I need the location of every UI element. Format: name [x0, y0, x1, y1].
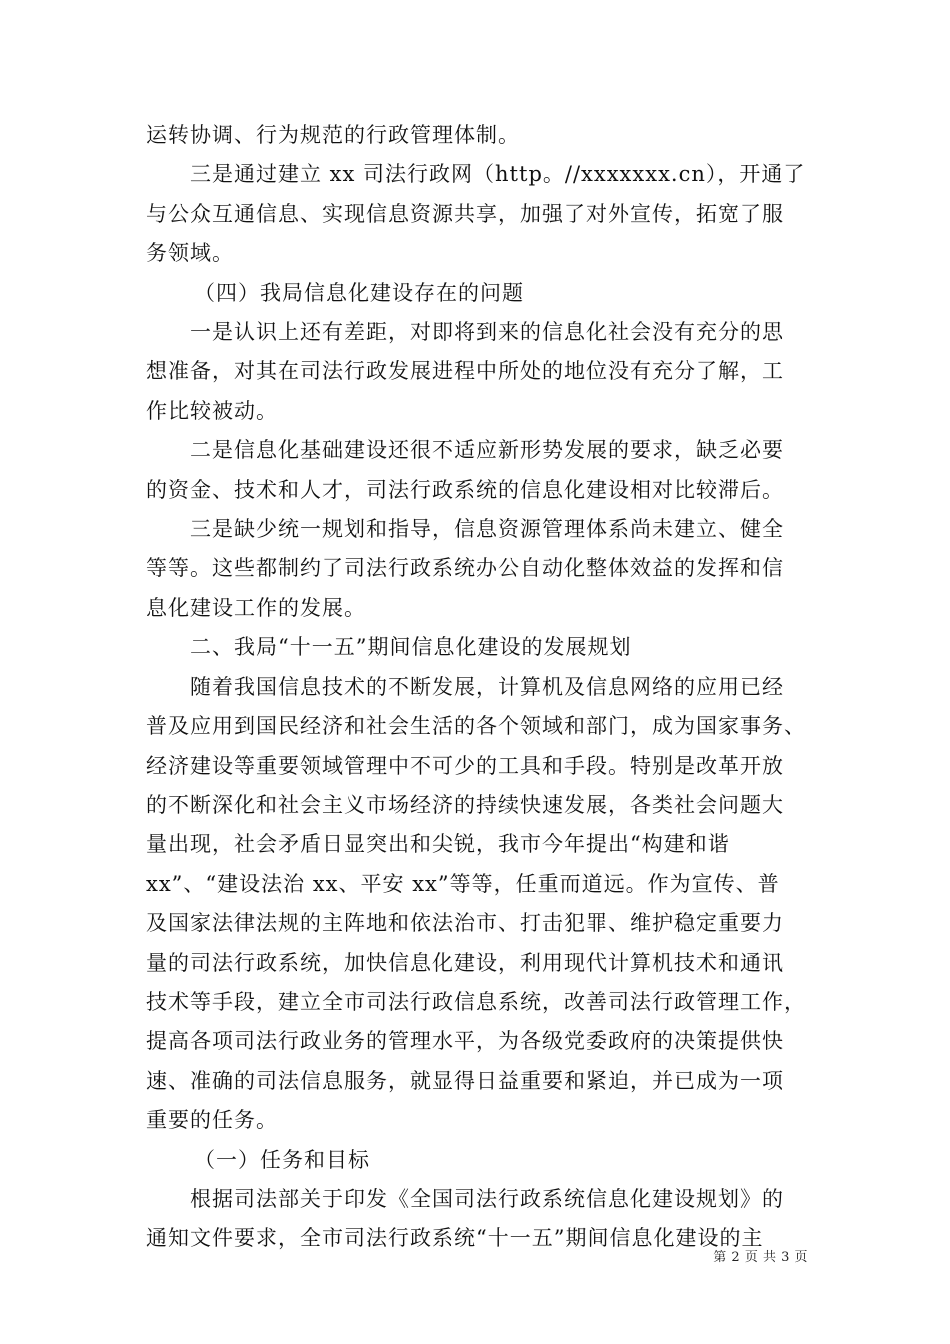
text-line: 一是认识上还有差距，对即将到来的信息化社会没有充分的思	[190, 320, 784, 345]
text-line: 根据司法部关于印发《全国司法行政系统信息化建设规划》的	[190, 1186, 784, 1211]
text-line: 提高各项司法行政业务的管理水平，为各级党委政府的决策提供快	[146, 1029, 784, 1054]
document-body	[146, 116, 808, 1259]
text-line: 二、我局“十一五”期间信息化建设的发展规划	[190, 635, 632, 660]
paragraph	[146, 313, 808, 431]
text-line: 量的司法行政系统，加快信息化建设，利用现代计算机技术和通讯	[146, 950, 784, 975]
text-line: （一）任务和目标	[194, 1147, 370, 1172]
text-line: 重要的任务。	[146, 1108, 278, 1133]
text-line: 想准备，对其在司法行政发展进程中所处的地位没有充分了解，工	[146, 359, 784, 384]
page-number-footer: 第 2 页 共 3 页	[713, 1250, 808, 1265]
text-line: 随着我国信息技术的不断发展，计算机及信息网络的应用已经	[190, 674, 784, 699]
text-line: 量出现，社会矛盾日显突出和尖锐，我市今年提出“构建和谐	[146, 832, 730, 857]
text-line: xx”、“建设法治 xx、平安 xx”等等，任重而道远。作为宣传、普	[146, 871, 780, 896]
text-line: 与公众互通信息、实现信息资源共享，加强了对外宣传，拓宽了服	[146, 201, 784, 226]
text-line: 二是信息化基础建设还很不适应新形势发展的要求，缺乏必要	[190, 438, 784, 463]
text-line: 及国家法律法规的主阵地和依法治市、打击犯罪、维护稳定重要力	[146, 911, 784, 936]
paragraph	[146, 668, 808, 1141]
text-line: 作比较被动。	[146, 398, 278, 423]
section-heading	[146, 1141, 808, 1180]
section-heading	[146, 274, 808, 313]
text-line: 的不断深化和社会主义市场经济的持续快速发展，各类社会问题大	[146, 792, 784, 817]
paragraph	[146, 116, 808, 155]
text-line: （四）我局信息化建设存在的问题	[194, 280, 524, 305]
text-line: 经济建设等重要领域管理中不可少的工具和手段。特别是改革开放	[146, 753, 784, 778]
text-line: 三是通过建立 xx 司法行政网（http。//xxxxxxx.cn），开通了	[190, 162, 806, 187]
text-line: 息化建设工作的发展。	[146, 595, 366, 620]
text-line: 速、准确的司法信息服务，就显得日益重要和紧迫，并已成为一项	[146, 1068, 784, 1093]
paragraph	[146, 510, 808, 628]
text-line: 务领域。	[146, 241, 234, 266]
paragraph	[146, 431, 808, 510]
paragraph	[146, 155, 808, 273]
text-line: 通知文件要求，全市司法行政系统“十一五”期间信息化建设的主	[146, 1226, 764, 1251]
text-line: 普及应用到国民经济和社会生活的各个领域和部门，成为国家事务、	[146, 714, 806, 739]
paragraph	[146, 628, 808, 667]
text-line: 三是缺少统一规划和指导，信息资源管理体系尚未建立、健全	[190, 517, 784, 542]
text-line: 技术等手段，建立全市司法行政信息系统，改善司法行政管理工作，	[146, 989, 806, 1014]
text-line: 的资金、技术和人才，司法行政系统的信息化建设相对比较滞后。	[146, 477, 784, 502]
text-line: 等等。这些都制约了司法行政系统办公自动化整体效益的发挥和信	[146, 556, 784, 581]
text-line: 运转协调、行为规范的行政管理体制。	[146, 123, 520, 147]
